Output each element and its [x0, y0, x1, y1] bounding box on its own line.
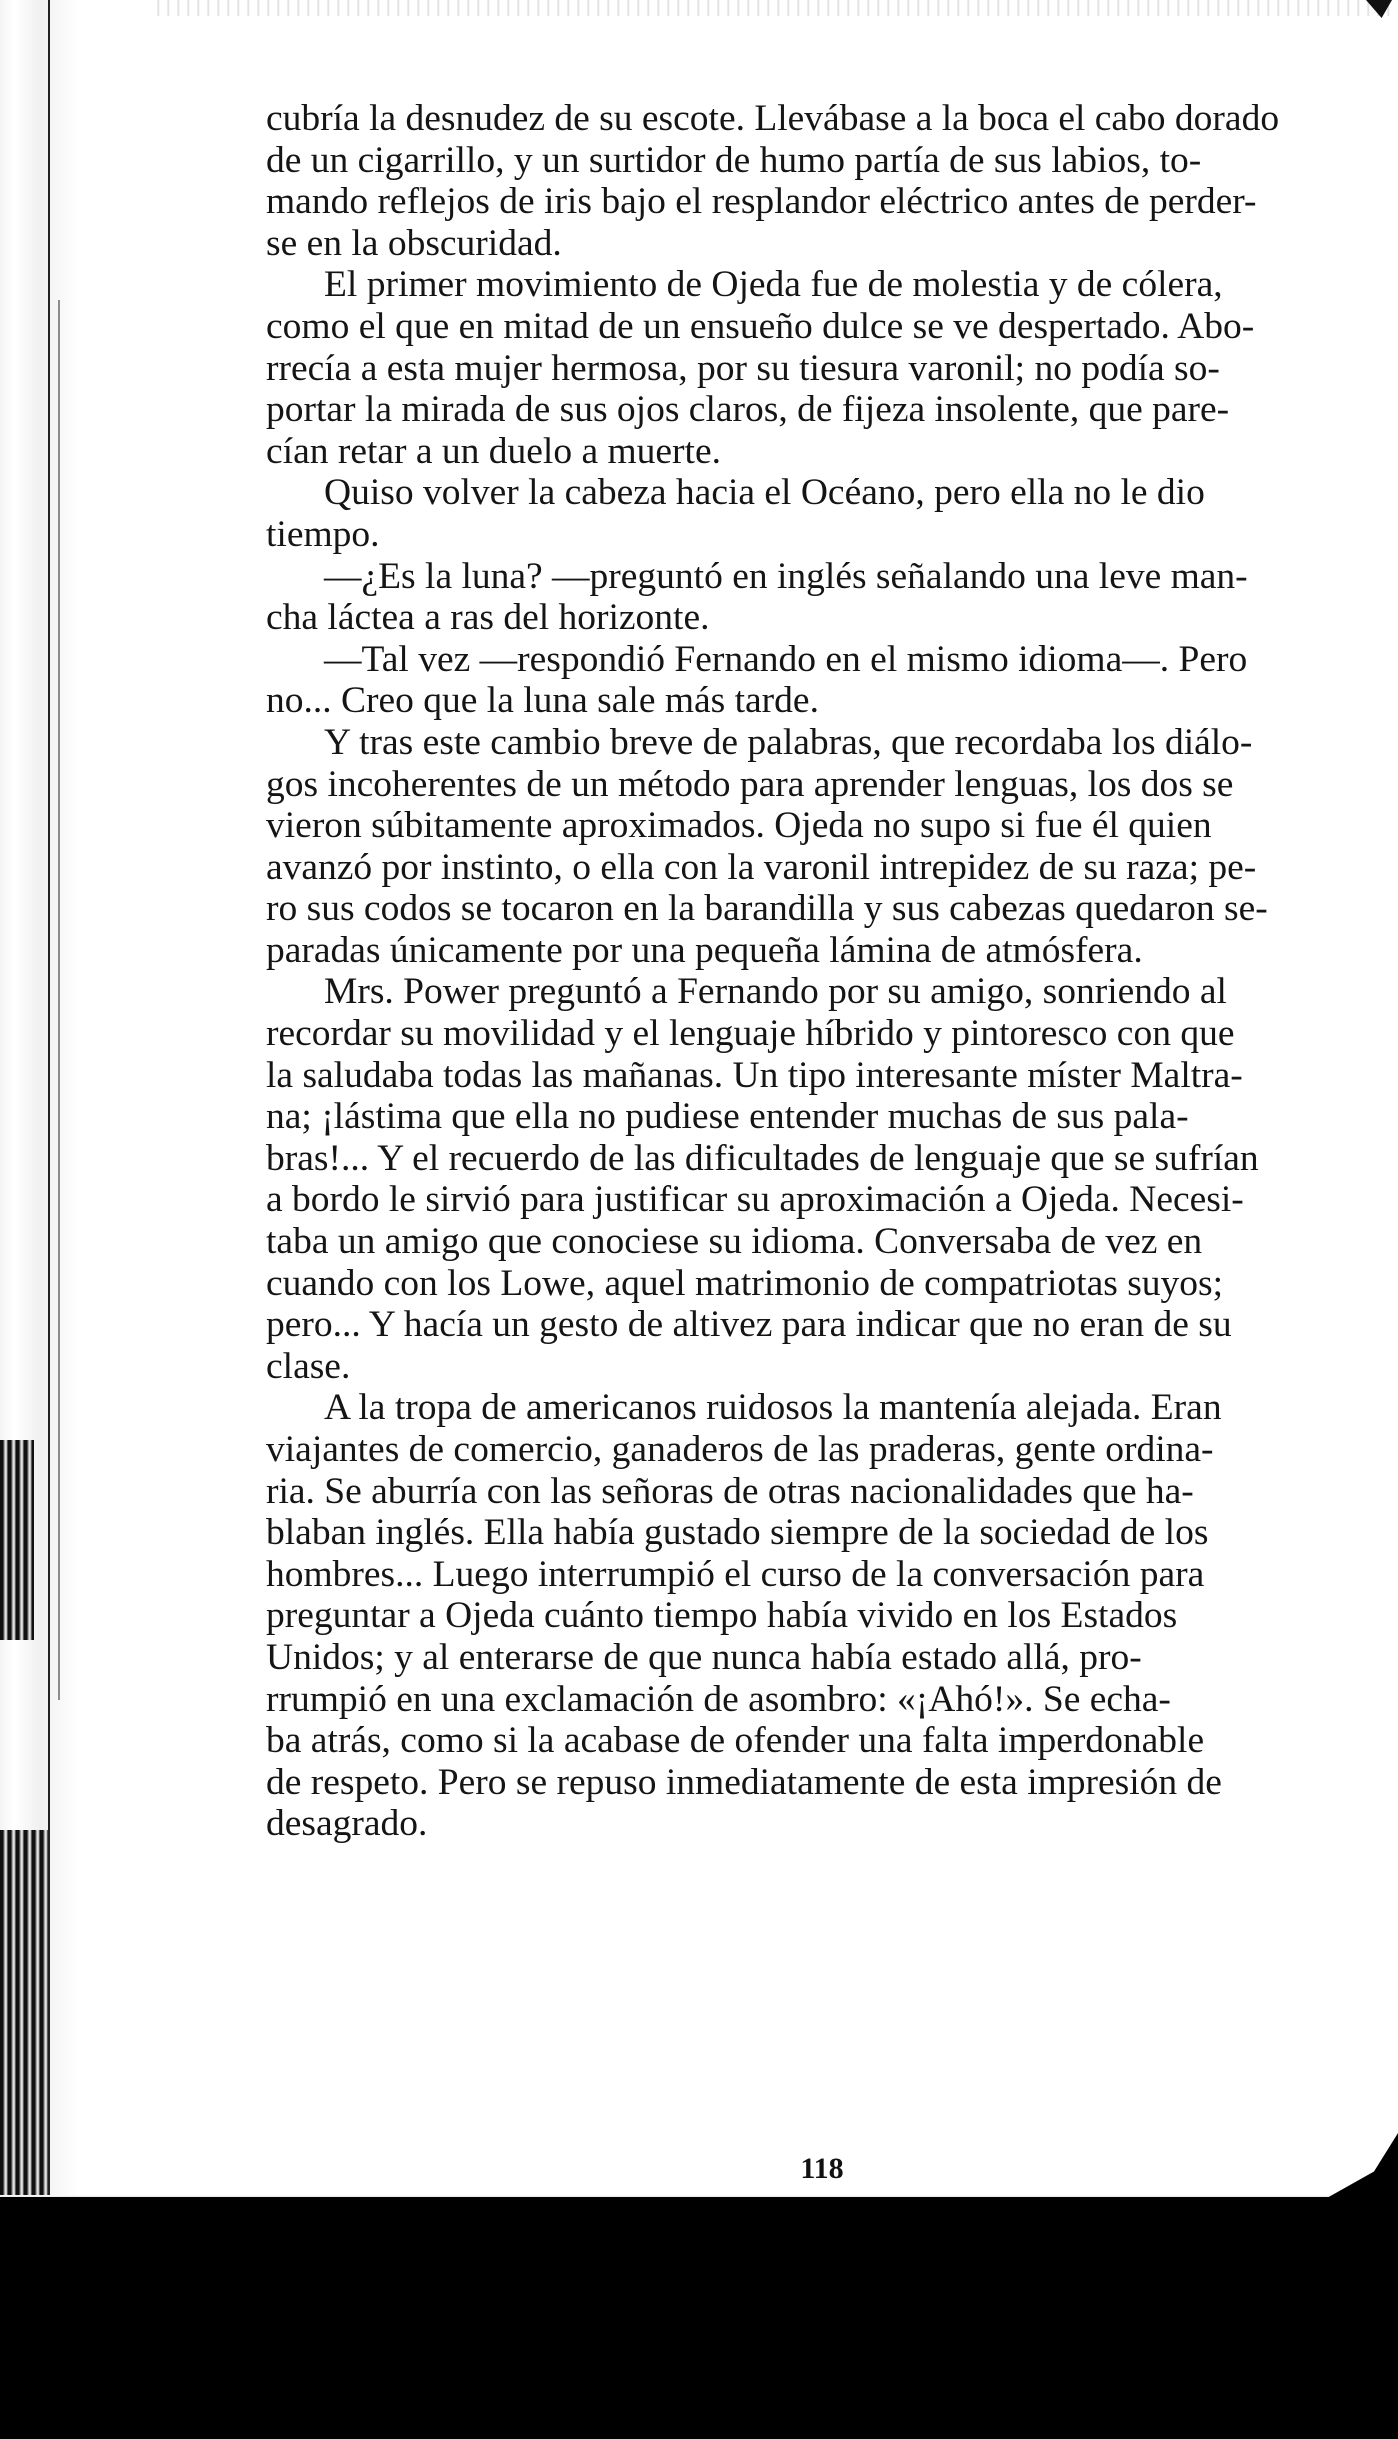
paragraph: El primer movimiento de Ojeda fue de molestia y de cólera, como el que en mitad de un ensueño dulce se ve despertado. Abo- rrecía a esta mujer hermosa, por su tiesura varonil; no podía so- portar la mirada de sus ojos claros, de fijeza insolente, que pare- cían retar a un duelo a muerte. — [266, 264, 1255, 472]
bottom-scan-shadow — [0, 2197, 1398, 2439]
paragraph: Mrs. Power preguntó a Fernando por su amigo, sonriendo al recordar su movilidad y el lenguaje híbrido y pintoresco con que la saludaba todas las mañanas. Un tipo interesante míster Maltra- na; ¡lástima que ella no pudiese entender muchas de sus pala- bras!... Y el recuerdo de las dificultades de lenguaje que se sufrían a bordo le sirvió para justificar su aproximación a Ojeda. Necesi- taba un amigo que conociese su idioma. Conversaba de vez en cuando con los Lowe, aquel matrimonio de compatriotas suyos; pero... Y hacía un gesto de altivez para indicar que no eran de su clase. — [266, 971, 1259, 1387]
paragraph: A la tropa de americanos ruidosos la mantenía alejada. Eran viajantes de comercio, ganaderos de las praderas, gente ordina- ria. Se aburría con las señoras de otras nacionalidades que ha- blaban inglés. Ella había gustado siempre de la sociedad de los hombres... Luego interrumpió el curso de la conversación para preguntar a Ojeda cuánto tiempo había vivido en los Estados Unidos; y al enterarse de que nunca había estado allá, pro- rrumpió en una exclamación de asombro: «¡Ahó!». Se echa- ba atrás, como si la acabase de ofender una falta imperdonable de respeto. Pero se repuso inmediatamente de esta impresión de desagrado. — [266, 1387, 1222, 1845]
book-spine-shadow — [0, 0, 78, 2439]
spine-scan-artifact — [0, 1440, 34, 1640]
paragraph: Quiso volver la cabeza hacia el Océano, pero ella no le dio tiempo. — [266, 472, 1205, 555]
paragraph: —Tal vez —respondió Fernando en el mismo idioma—. Pero no... Creo que la luna sale más tarde. — [266, 638, 1248, 722]
spine-edge-line — [58, 300, 60, 1700]
spine-edge-line — [48, 0, 50, 2200]
paragraph: —¿Es la luna? —preguntó en inglés señalando una leve man- cha láctea a ras del horizonte. — [266, 555, 1248, 639]
page-number: 118 — [800, 2152, 844, 2185]
top-edge-scan-noise — [150, 0, 1390, 16]
page-curl-shadow — [1318, 2133, 1398, 2203]
paragraph: Y tras este cambio breve de palabras, que recordaba los diálo- gos incoherentes de un método para aprender lenguas, los dos se vieron súbitamente aproximados. Ojeda no supo si fue él quien avanzó por instinto, o ella con la varonil intrepidez de su raza; pe- ro sus codos se tocaron en la barandilla y sus cabezas quedaron se- paradas únicamente por una pequeña lámina de atmósfera. — [266, 721, 1268, 971]
paragraph: cubría la desnudez de su escote. Llevábase a la boca el cabo dorado de un cigarrillo, y un surtidor de humo partía de sus labios, to- mando reflejos de iris bajo el resplandor eléctrico antes de perder- se en la obscuridad. — [266, 98, 1280, 264]
body-text — [266, 98, 1316, 1845]
spine-scan-artifact — [0, 1830, 48, 2210]
